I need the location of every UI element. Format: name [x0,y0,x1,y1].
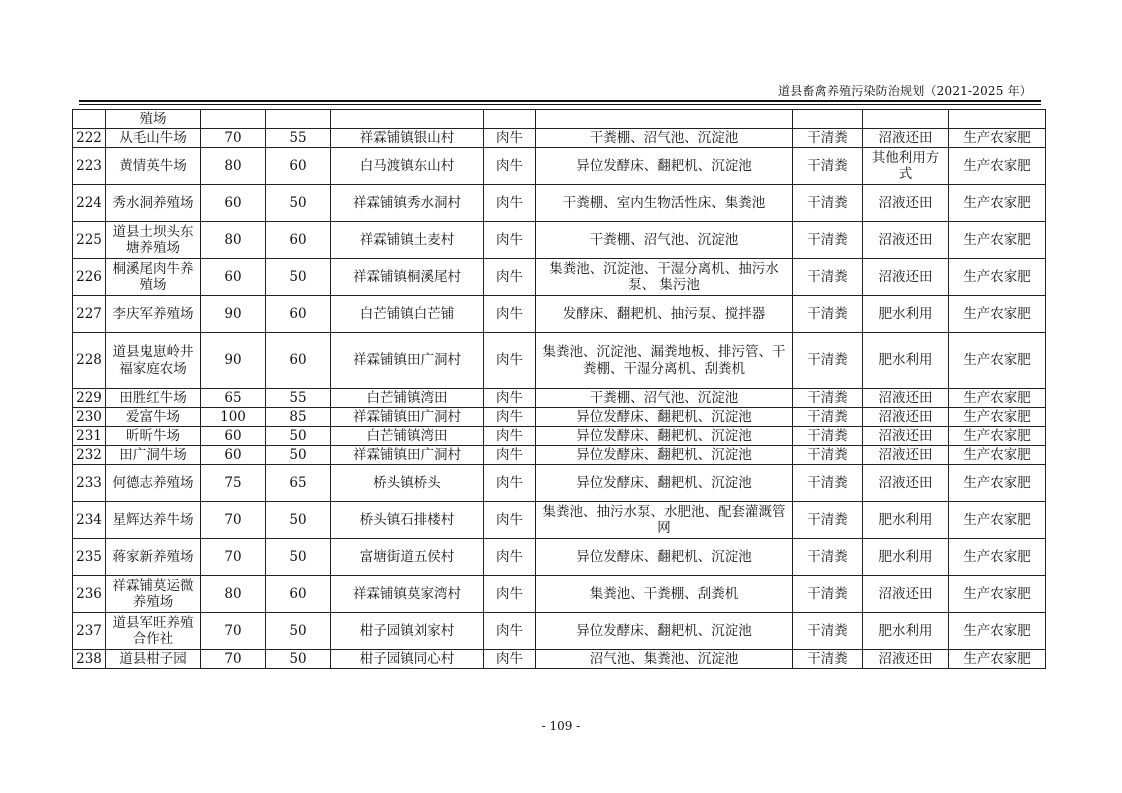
scale-value-a-cell: 75 [201,465,266,502]
table-row [73,296,1046,333]
final-use-cell: 生产农家肥 [949,148,1046,185]
livestock-type-cell: 肉牛 [484,259,536,296]
row-number-cell: 231 [73,427,106,446]
livestock-type-cell: 肉牛 [484,539,536,576]
livestock-type-cell: 肉牛 [484,389,536,408]
utilization-mode-cell: 沼液还田 [863,129,949,148]
treatment-facilities-cell: 集粪池、沉淀池、漏粪地板、排污管、干 粪棚、干湿分离机、刮粪机 [536,333,793,389]
farm-location-cell: 白芒铺镇白芒铺 [331,296,484,333]
table-row [73,539,1046,576]
farm-name-cell: 道县土坝头东塘养殖场 [106,222,201,259]
treatment-facilities-cell: 集粪池、沉淀池、干湿分离机、抽污水泵、 集污池 [536,259,793,296]
row-number-cell: 223 [73,148,106,185]
final-use-cell: 生产农家肥 [949,259,1046,296]
utilization-mode-cell: 沼液还田 [863,408,949,427]
table-row [73,576,1046,613]
row-number-cell: 234 [73,502,106,539]
farm-name-cell: 何德志养殖场 [106,465,201,502]
treatment-facilities-cell: 异位发酵床、翻耙机、沉淀池 [536,539,793,576]
manure-cleaning-method-cell: 干清粪 [793,576,863,613]
utilization-mode-cell: 沼液还田 [863,446,949,465]
document-header-title: 道县畜禽养殖污染防治规划（2021-2025 年） [778,84,1032,98]
manure-cleaning-method-cell: 干清粪 [793,389,863,408]
utilization-mode-cell: 沼液还田 [863,465,949,502]
final-use-cell: 生产农家肥 [949,185,1046,222]
table-row [73,408,1046,427]
manure-cleaning-method-cell: 干清粪 [793,446,863,465]
utilization-mode-cell: 肥水利用 [863,296,949,333]
farm-location-cell: 柑子园镇同心村 [331,650,484,669]
row-number-cell: 222 [73,129,106,148]
manure-cleaning-method-cell: 干清粪 [793,539,863,576]
manure-cleaning-method-cell: 干清粪 [793,296,863,333]
manure-cleaning-method-cell: 干清粪 [793,465,863,502]
header-rule-thin [79,104,1041,105]
scale-value-a-cell: 70 [201,613,266,650]
treatment-facilities-cell: 异位发酵床、翻耙机、沉淀池 [536,446,793,465]
livestock-type-cell: 肉牛 [484,465,536,502]
page-number: - 109 - [541,719,581,733]
final-use-cell: 生产农家肥 [949,129,1046,148]
table-row [73,389,1046,408]
table-row [73,502,1046,539]
farm-name-cell: 道县柑子园 [106,650,201,669]
manure-cleaning-method-cell: 干清粪 [793,259,863,296]
treatment-facilities-cell: 干粪棚、沼气池、沉淀池 [536,129,793,148]
farm-location-cell: 祥霖铺镇田广洞村 [331,408,484,427]
utilization-mode-cell: 沼液还田 [863,427,949,446]
treatment-facilities-cell: 发酵床、翻耙机、抽污泵、搅拌器 [536,296,793,333]
scale-value-b-cell: 50 [266,185,331,222]
final-use-cell: 生产农家肥 [949,427,1046,446]
scale-value-b-cell: 60 [266,333,331,389]
farm-name-cell: 祥霖铺莫运微养殖场 [106,576,201,613]
livestock-type-cell: 肉牛 [484,185,536,222]
scale-value-a-cell: 60 [201,185,266,222]
farm-table [72,109,1046,669]
table-row [73,446,1046,465]
scale-value-b-cell: 60 [266,296,331,333]
table-row [73,427,1046,446]
scale-value-b-cell: 50 [266,502,331,539]
farm-name-cell: 田广洞牛场 [106,446,201,465]
farm-name-cell: 黄情英牛场 [106,148,201,185]
utilization-mode-cell: 沼液还田 [863,389,949,408]
livestock-type-cell: 肉牛 [484,446,536,465]
farm-name-cell: 田胜红牛场 [106,389,201,408]
utilization-mode-cell: 沼液还田 [863,650,949,669]
scale-value-a-cell: 70 [201,129,266,148]
farm-location-cell: 祥霖铺镇莫家湾村 [331,576,484,613]
treatment-facilities-cell [536,110,793,129]
row-number-cell: 233 [73,465,106,502]
final-use-cell [949,110,1046,129]
row-number-cell: 229 [73,389,106,408]
treatment-facilities-cell: 集粪池、抽污水泵、水肥池、配套灌溉管网 [536,502,793,539]
table-body [73,110,1046,669]
row-number-cell: 237 [73,613,106,650]
scale-value-b-cell: 60 [266,148,331,185]
livestock-type-cell: 肉牛 [484,222,536,259]
livestock-type-cell: 肉牛 [484,129,536,148]
treatment-facilities-cell: 集粪池、干粪棚、刮粪机 [536,576,793,613]
manure-cleaning-method-cell: 干清粪 [793,613,863,650]
row-number-cell: 228 [73,333,106,389]
final-use-cell: 生产农家肥 [949,408,1046,427]
farm-name-cell: 殖场 [106,110,201,129]
farm-location-cell: 祥霖铺镇桐溪尾村 [331,259,484,296]
farm-location-cell: 白芒铺镇湾田 [331,389,484,408]
farm-location-cell: 富塘街道五侯村 [331,539,484,576]
scale-value-a-cell: 100 [201,408,266,427]
treatment-facilities-cell: 异位发酵床、翻耙机、沉淀池 [536,465,793,502]
table-row [73,613,1046,650]
scale-value-b-cell: 60 [266,576,331,613]
farm-location-cell: 祥霖铺镇秀水洞村 [331,185,484,222]
scale-value-a-cell: 60 [201,259,266,296]
scale-value-a-cell: 70 [201,650,266,669]
manure-cleaning-method-cell: 干清粪 [793,502,863,539]
farm-location-cell: 桥头镇桥头 [331,465,484,502]
scale-value-b-cell: 55 [266,129,331,148]
utilization-mode-cell: 沼液还田 [863,222,949,259]
livestock-type-cell: 肉牛 [484,148,536,185]
farm-location-cell: 祥霖铺镇土麦村 [331,222,484,259]
farm-name-cell: 爱富牛场 [106,408,201,427]
final-use-cell: 生产农家肥 [949,576,1046,613]
utilization-mode-cell: 其他利用方式 [863,148,949,185]
manure-cleaning-method-cell [793,110,863,129]
farm-location-cell [331,110,484,129]
treatment-facilities-cell: 干粪棚、沼气池、沉淀池 [536,389,793,408]
manure-cleaning-method-cell: 干清粪 [793,129,863,148]
livestock-type-cell: 肉牛 [484,296,536,333]
farm-location-cell: 白芒铺镇湾田 [331,427,484,446]
table-row [73,333,1046,389]
manure-cleaning-method-cell: 干清粪 [793,222,863,259]
header-rule-thick [79,100,1041,102]
scale-value-a-cell: 60 [201,427,266,446]
utilization-mode-cell [863,110,949,129]
farm-location-cell: 白马渡镇东山村 [331,148,484,185]
livestock-type-cell: 肉牛 [484,408,536,427]
manure-cleaning-method-cell: 干清粪 [793,408,863,427]
farm-name-cell: 道县鬼崽岭井福家庭农场 [106,333,201,389]
scale-value-b-cell: 50 [266,650,331,669]
scale-value-a-cell [201,110,266,129]
scale-value-a-cell: 80 [201,148,266,185]
manure-cleaning-method-cell: 干清粪 [793,185,863,222]
row-number-cell [73,110,106,129]
farm-name-cell: 李庆军养殖场 [106,296,201,333]
table-row [73,129,1046,148]
scale-value-b-cell: 85 [266,408,331,427]
scale-value-a-cell: 80 [201,222,266,259]
scale-value-a-cell: 80 [201,576,266,613]
farm-name-cell: 桐溪尾肉牛养殖场 [106,259,201,296]
row-number-cell: 224 [73,185,106,222]
livestock-type-cell: 肉牛 [484,650,536,669]
final-use-cell: 生产农家肥 [949,613,1046,650]
utilization-mode-cell: 肥水利用 [863,502,949,539]
scale-value-b-cell [266,110,331,129]
livestock-type-cell: 肉牛 [484,576,536,613]
scale-value-a-cell: 70 [201,539,266,576]
scale-value-b-cell: 50 [266,613,331,650]
treatment-facilities-cell: 异位发酵床、翻耙机、沉淀池 [536,148,793,185]
utilization-mode-cell: 沼液还田 [863,259,949,296]
scale-value-a-cell: 70 [201,502,266,539]
scale-value-b-cell: 50 [266,427,331,446]
farm-name-cell: 星辉达养牛场 [106,502,201,539]
scale-value-b-cell: 50 [266,446,331,465]
scale-value-a-cell: 65 [201,389,266,408]
utilization-mode-cell: 沼液还田 [863,185,949,222]
row-number-cell: 227 [73,296,106,333]
row-number-cell: 235 [73,539,106,576]
farm-name-cell: 蒋家新养殖场 [106,539,201,576]
table-row [73,110,1046,129]
final-use-cell: 生产农家肥 [949,539,1046,576]
table-row [73,222,1046,259]
row-number-cell: 238 [73,650,106,669]
livestock-type-cell: 肉牛 [484,502,536,539]
scale-value-a-cell: 60 [201,446,266,465]
treatment-facilities-cell: 干粪棚、室内生物活性床、集粪池 [536,185,793,222]
final-use-cell: 生产农家肥 [949,446,1046,465]
treatment-facilities-cell: 异位发酵床、翻耙机、沉淀池 [536,613,793,650]
farm-name-cell: 昕昕牛场 [106,427,201,446]
scale-value-b-cell: 65 [266,465,331,502]
final-use-cell: 生产农家肥 [949,222,1046,259]
row-number-cell: 226 [73,259,106,296]
row-number-cell: 236 [73,576,106,613]
scale-value-b-cell: 50 [266,259,331,296]
farm-location-cell: 柑子园镇刘家村 [331,613,484,650]
table-row [73,148,1046,185]
manure-cleaning-method-cell: 干清粪 [793,333,863,389]
farm-location-cell: 祥霖铺镇田广洞村 [331,446,484,465]
row-number-cell: 232 [73,446,106,465]
final-use-cell: 生产农家肥 [949,389,1046,408]
farm-name-cell: 秀水洞养殖场 [106,185,201,222]
treatment-facilities-cell: 干粪棚、沼气池、沉淀池 [536,222,793,259]
scale-value-b-cell: 50 [266,539,331,576]
treatment-facilities-cell: 异位发酵床、翻耙机、沉淀池 [536,408,793,427]
livestock-type-cell: 肉牛 [484,333,536,389]
table-row [73,185,1046,222]
final-use-cell: 生产农家肥 [949,502,1046,539]
utilization-mode-cell: 沼液还田 [863,576,949,613]
farm-location-cell: 祥霖铺镇银山村 [331,129,484,148]
scale-value-a-cell: 90 [201,333,266,389]
livestock-type-cell [484,110,536,129]
table-row [73,465,1046,502]
farm-location-cell: 桥头镇石排楼村 [331,502,484,539]
table-row [73,259,1046,296]
treatment-facilities-cell: 沼气池、集粪池、沉淀池 [536,650,793,669]
final-use-cell: 生产农家肥 [949,333,1046,389]
scale-value-b-cell: 55 [266,389,331,408]
manure-cleaning-method-cell: 干清粪 [793,427,863,446]
scale-value-b-cell: 60 [266,222,331,259]
treatment-facilities-cell: 异位发酵床、翻耙机、沉淀池 [536,427,793,446]
farm-name-cell: 从毛山牛场 [106,129,201,148]
utilization-mode-cell: 肥水利用 [863,333,949,389]
farm-location-cell: 祥霖铺镇田广洞村 [331,333,484,389]
utilization-mode-cell: 肥水利用 [863,539,949,576]
livestock-type-cell: 肉牛 [484,613,536,650]
final-use-cell: 生产农家肥 [949,296,1046,333]
utilization-mode-cell: 肥水利用 [863,613,949,650]
farm-name-cell: 道县军旺养殖合作社 [106,613,201,650]
final-use-cell: 生产农家肥 [949,650,1046,669]
row-number-cell: 225 [73,222,106,259]
final-use-cell: 生产农家肥 [949,465,1046,502]
livestock-type-cell: 肉牛 [484,427,536,446]
scale-value-a-cell: 90 [201,296,266,333]
manure-cleaning-method-cell: 干清粪 [793,148,863,185]
row-number-cell: 230 [73,408,106,427]
manure-cleaning-method-cell: 干清粪 [793,650,863,669]
table-row [73,650,1046,669]
